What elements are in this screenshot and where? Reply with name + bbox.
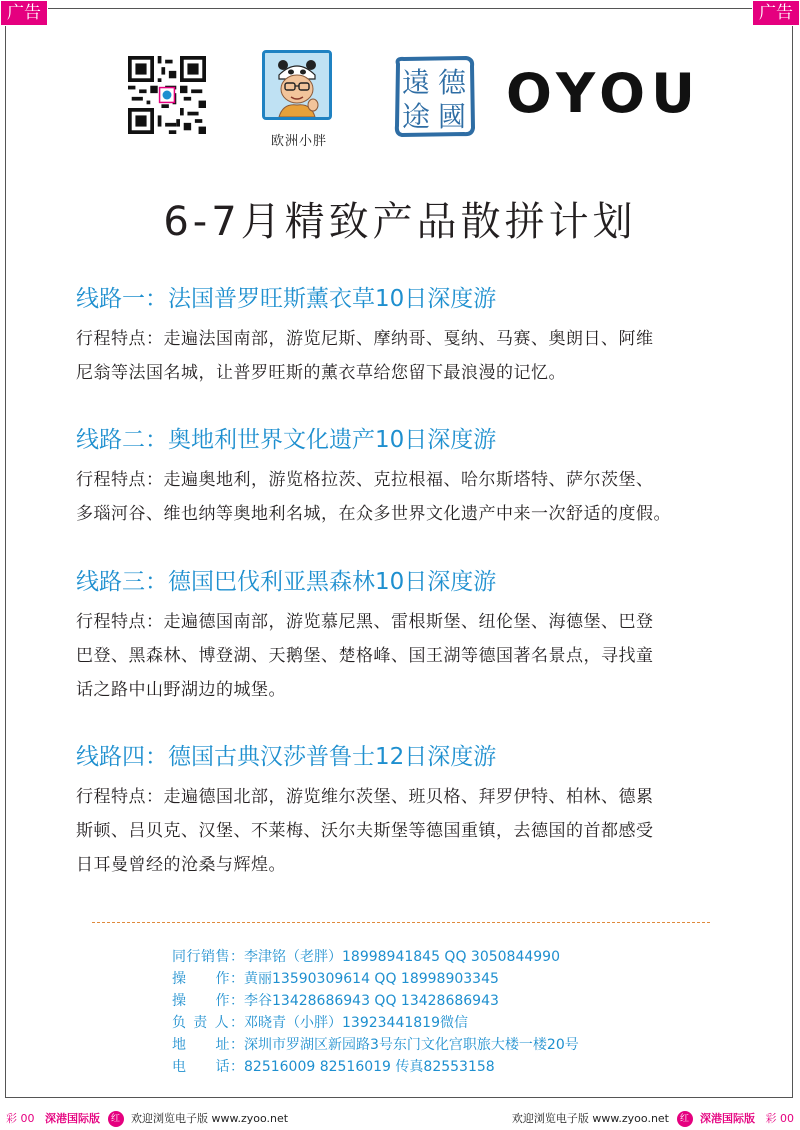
dashed-divider bbox=[92, 922, 710, 923]
route-section bbox=[76, 567, 736, 707]
ad-label-left: 广告 bbox=[0, 0, 48, 26]
contact-value: 深圳市罗湖区新园路3号东门文化宫职旅大楼一楼20号 bbox=[244, 1037, 579, 1053]
svg-text:德: 德 bbox=[437, 66, 467, 99]
contact-row bbox=[172, 1034, 732, 1056]
route-title: 线路四：德国古典汉莎普鲁士12日深度游 bbox=[76, 744, 497, 770]
contact-label: 同行销售： bbox=[172, 949, 244, 965]
page-footer bbox=[0, 1108, 800, 1130]
avatar-caption: 欧洲小胖 bbox=[270, 134, 327, 149]
red-mark-icon: 红 bbox=[677, 1111, 693, 1127]
qr-code-icon bbox=[128, 56, 206, 134]
route-section bbox=[76, 425, 736, 531]
footer-left bbox=[6, 1108, 288, 1130]
route-description-line: 行程特点：走遍德国北部，游览维尔茨堡、班贝格、拜罗伊特、柏林、德累 bbox=[76, 787, 654, 807]
route-description-line: 行程特点：走遍法国南部，游览尼斯、摩纳哥、戛纳、马赛、奥朗日、阿维 bbox=[76, 329, 654, 349]
route-section bbox=[76, 284, 736, 390]
svg-text:國: 國 bbox=[437, 100, 467, 133]
contact-row bbox=[172, 946, 732, 968]
page-title: 6-7月精致产品散拼计划 bbox=[163, 199, 637, 245]
contact-label: 地 址： bbox=[172, 1037, 244, 1053]
footer-url-text[interactable]: 欢迎浏览电子版 www.zyoo.net bbox=[131, 1112, 289, 1125]
route-section bbox=[76, 742, 736, 882]
edition-name: 深港国际版 bbox=[45, 1112, 100, 1125]
red-mark-icon: 红 bbox=[108, 1111, 124, 1127]
contact-label: 操 作： bbox=[172, 993, 244, 1009]
contact-label: 电 话： bbox=[172, 1059, 244, 1075]
footer-url-text[interactable]: 欢迎浏览电子版 www.zyoo.net bbox=[511, 1112, 669, 1125]
svg-text:途: 途 bbox=[401, 100, 431, 133]
contact-row bbox=[172, 1012, 732, 1034]
route-description-line: 行程特点：走遍德国南部，游览慕尼黑、雷根斯堡、纽伦堡、海德堡、巴登 bbox=[76, 612, 654, 632]
contact-row bbox=[172, 968, 732, 990]
contact-value: 李谷13428686943 QQ 13428686943 bbox=[244, 993, 499, 1009]
route-description-line: 话之路中山野湖边的城堡。 bbox=[76, 680, 286, 700]
cartoon-avatar bbox=[262, 50, 332, 120]
route-description-line: 行程特点：走遍奥地利，游览格拉茨、克拉根福、哈尔斯塔特、萨尔茨堡、 bbox=[76, 470, 654, 490]
route-title: 线路二：奥地利世界文化遗产10日深度游 bbox=[76, 427, 497, 453]
avatar-illustration bbox=[265, 53, 329, 117]
svg-text:遠: 遠 bbox=[401, 66, 431, 99]
page-number: 彩 00 bbox=[765, 1112, 794, 1125]
route-description-line: 日耳曼曾经的沧桑与辉煌。 bbox=[76, 855, 286, 875]
page-frame bbox=[5, 8, 793, 1098]
contact-label: 负 责 人： bbox=[172, 1015, 244, 1031]
page-number: 彩 00 bbox=[6, 1112, 35, 1125]
route-description-line: 斯顿、吕贝克、汉堡、不莱梅、沃尔夫斯堡等德国重镇，去德国的首都感受 bbox=[76, 821, 654, 841]
route-description-line: 巴登、黑森林、博登湖、天鹅堡、楚格峰、国王湖等德国著名景点，寻找童 bbox=[76, 646, 654, 666]
contact-value: 邓晓青（小胖）13923441819微信 bbox=[244, 1015, 468, 1031]
ad-label-right: 广告 bbox=[752, 0, 800, 26]
route-description-line: 尼翁等法国名城，让普罗旺斯的薰衣草给您留下最浪漫的记忆。 bbox=[76, 363, 566, 383]
oyou-logo: OYOU bbox=[506, 62, 701, 125]
contact-row bbox=[172, 990, 732, 1012]
footer-right bbox=[512, 1108, 794, 1130]
contact-block bbox=[172, 946, 732, 1078]
route-title: 线路一：法国普罗旺斯薰衣草10日深度游 bbox=[76, 286, 497, 312]
contact-row bbox=[172, 1056, 732, 1078]
yuandetuguo-seal-logo bbox=[392, 54, 476, 138]
route-title: 线路三：德国巴伐利亚黑森林10日深度游 bbox=[76, 569, 497, 595]
logo-row bbox=[0, 46, 800, 149]
contact-label: 操 作： bbox=[172, 971, 244, 987]
contact-value: 李津铭（老胖）18998941845 QQ 3050844990 bbox=[244, 949, 560, 965]
contact-value: 黄丽13590309614 QQ 18998903345 bbox=[244, 971, 499, 987]
edition-name: 深港国际版 bbox=[700, 1112, 755, 1125]
route-description-line: 多瑙河谷、维也纳等奥地利名城，在众多世界文化遗产中来一次舒适的度假。 bbox=[76, 504, 671, 524]
contact-value: 82516009 82516019 传真82553158 bbox=[244, 1059, 495, 1075]
